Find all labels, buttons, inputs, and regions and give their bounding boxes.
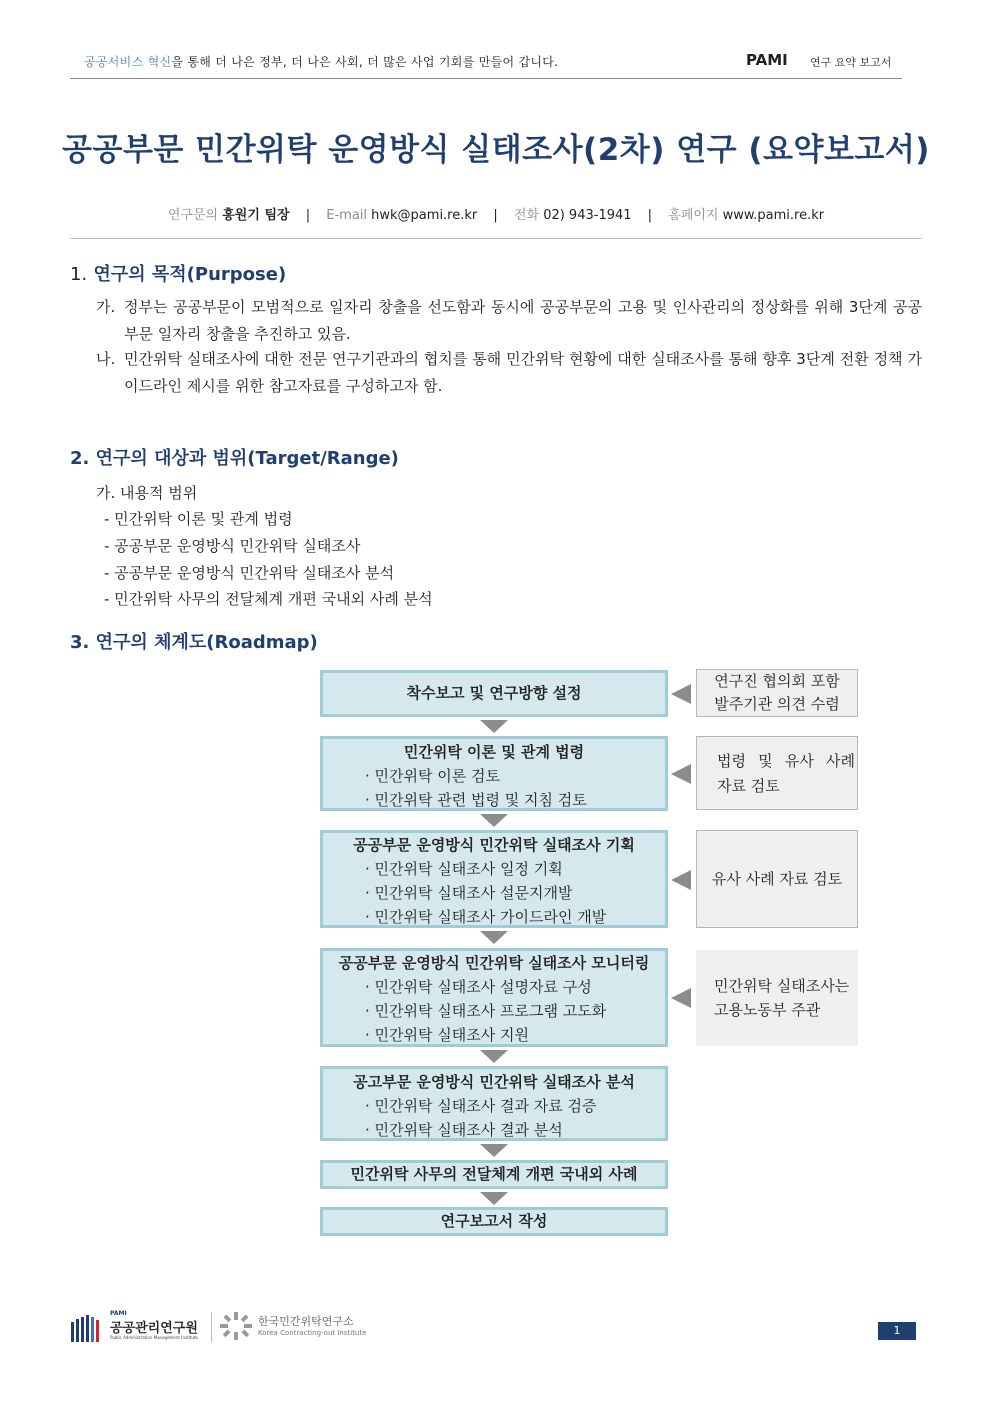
roadmap-step bbox=[320, 1160, 668, 1189]
list-item: - 민간위탁 사무의 전달체계 개편 국내외 사례 분석 bbox=[104, 590, 433, 608]
logo-small-text: PAMI bbox=[110, 1310, 127, 1317]
logo2-name: 한국민간위탁연구소 bbox=[258, 1315, 354, 1328]
step-item: · 민간위탁 실태조사 설문지개발 bbox=[365, 884, 573, 902]
email-label: E-mail bbox=[326, 208, 368, 223]
arrow-down-icon bbox=[480, 1192, 508, 1205]
pami-logo bbox=[70, 1308, 210, 1344]
starburst-icon bbox=[218, 1310, 254, 1342]
arrow-left-icon bbox=[671, 764, 691, 784]
roadmap-step bbox=[320, 830, 668, 928]
inquiry-name: 홍원기 팀장 bbox=[222, 208, 290, 223]
phone-label: 전화 bbox=[513, 208, 540, 223]
page-number: 1 bbox=[878, 1322, 916, 1340]
contact-divider: | bbox=[493, 208, 498, 223]
phone-number: 02) 943-1941 bbox=[543, 208, 632, 223]
inquiry-label: 연구문의 bbox=[167, 208, 219, 223]
homepage-link[interactable]: www.pami.re.kr bbox=[722, 208, 825, 223]
step-item: · 민간위탁 실태조사 설명자료 구성 bbox=[365, 978, 592, 996]
step-title: 민간위탁 이론 및 관계 법령 bbox=[403, 743, 585, 761]
paragraph-mark: 나. bbox=[96, 350, 116, 368]
paragraph-text: 민간위탁 실태조사에 대한 전문 연구기관과의 협치를 통해 민간위탁 현황에 대한 실태조사를 통해 향후 3단계 전환 정책 가이드라인 제시를 위한 참고자료를 구성하고자 함. bbox=[124, 350, 922, 395]
roadmap-step bbox=[320, 1207, 668, 1236]
list-item: - 민간위탁 이론 및 관계 법령 bbox=[104, 510, 293, 528]
arrow-left-icon bbox=[671, 988, 691, 1008]
step-item: · 민간위탁 실태조사 프로그램 고도화 bbox=[365, 1002, 607, 1020]
contact-divider: | bbox=[305, 208, 311, 223]
note-line: 자료 검토 bbox=[717, 777, 780, 795]
roadmap-note bbox=[696, 736, 858, 810]
logo-eng: Public Administration Management Institute bbox=[110, 1335, 198, 1340]
arrow-down-icon bbox=[480, 1144, 508, 1157]
slogan-rest: 을 통해 더 나은 정부, 더 나은 사회, 더 많은 사업 기회를 만들어 갑니다. bbox=[171, 55, 559, 69]
roadmap-note bbox=[696, 950, 858, 1046]
note-line: 고용노동부 주관 bbox=[714, 1001, 821, 1019]
roadmap-note bbox=[696, 669, 858, 717]
brand-name: PAMI bbox=[746, 51, 788, 69]
step-item: · 민간위탁 실태조사 결과 자료 검증 bbox=[365, 1097, 597, 1115]
roadmap-step bbox=[320, 948, 668, 1047]
paragraph-text: 정부는 공공부문이 모범적으로 일자리 창출을 선도함과 동시에 공공부문의 고용 및 인사관리의 정상화를 위해 3단계 공공부문 일자리 창출을 추진하고 있음. bbox=[124, 298, 922, 343]
roadmap-step bbox=[320, 670, 668, 717]
roadmap-step bbox=[320, 736, 668, 811]
step-title: 공공부문 운영방식 민간위탁 실태조사 기획 bbox=[353, 836, 635, 854]
note-line: 발주기관 의견 수렴 bbox=[714, 695, 840, 713]
step-item: · 민간위탁 실태조사 지원 bbox=[365, 1026, 529, 1044]
list-item: - 공공부문 운영방식 민간위탁 실태조사 bbox=[104, 537, 361, 555]
contact-divider: | bbox=[647, 208, 653, 223]
subsection-label: 가. 내용적 범위 bbox=[96, 484, 198, 502]
step-title: 공공부문 운영방식 민간위탁 실태조사 모니터링 bbox=[338, 954, 650, 972]
section-title: 연구의 체계도(Roadmap) bbox=[95, 632, 318, 653]
paragraph-mark: 가. bbox=[96, 298, 116, 316]
slogan-highlight: 공공서비스 혁신 bbox=[84, 55, 172, 69]
kci-logo bbox=[218, 1310, 368, 1344]
step-title: 연구보고서 작성 bbox=[440, 1212, 548, 1230]
section-number: 3. bbox=[70, 632, 90, 653]
list-item: - 공공부문 운영방식 민간위탁 실태조사 분석 bbox=[104, 564, 395, 582]
note-line: 민간위탁 실태조사는 bbox=[714, 977, 850, 995]
section-number: 2. bbox=[70, 448, 90, 469]
report-type: 연구 요약 보고서 bbox=[810, 56, 892, 69]
note-line: 유사 사례 자료 검토 bbox=[711, 870, 843, 888]
arrow-down-icon bbox=[480, 931, 508, 944]
arrow-left-icon bbox=[671, 870, 691, 890]
step-item: · 민간위탁 이론 검토 bbox=[365, 767, 500, 785]
step-title: 착수보고 및 연구방향 설정 bbox=[406, 684, 582, 702]
email-link[interactable]: hwk@pami.re.kr bbox=[371, 208, 478, 223]
arrow-down-icon bbox=[480, 814, 508, 827]
footer-divider bbox=[211, 1312, 212, 1342]
section-number: 1. bbox=[70, 264, 88, 285]
section-title: 연구의 목적(Purpose) bbox=[93, 264, 287, 285]
roadmap-note bbox=[696, 830, 858, 928]
step-item: · 민간위탁 실태조사 일정 기획 bbox=[365, 860, 563, 878]
roadmap-step bbox=[320, 1066, 668, 1141]
step-item: · 민간위탁 실태조사 가이드라인 개발 bbox=[365, 908, 607, 926]
section-title: 연구의 대상과 범위(Target/Range) bbox=[95, 448, 399, 469]
logo2-eng: Korea Contracting-out Institute bbox=[258, 1329, 367, 1337]
arrow-left-icon bbox=[671, 684, 691, 704]
step-title: 민간위탁 사무의 전달체계 개편 국내외 사례 bbox=[350, 1165, 638, 1183]
homepage-label: 홈페이지 bbox=[668, 208, 719, 223]
step-item: · 민간위탁 실태조사 결과 분석 bbox=[365, 1121, 563, 1139]
logo-name: 공공관리연구원 bbox=[110, 1321, 198, 1336]
note-line: 연구진 협의회 포함 bbox=[714, 672, 840, 690]
note-line: 법령 및 유사 사례 bbox=[717, 752, 855, 770]
step-item: · 민간위탁 관련 법령 및 지침 검토 bbox=[365, 791, 587, 809]
arrow-down-icon bbox=[480, 1050, 508, 1063]
document-title: 공공부문 민간위탁 운영방식 실태조사(2차) 연구 (요약보고서) bbox=[62, 132, 930, 168]
arrow-down-icon bbox=[480, 720, 508, 733]
step-title: 공고부문 운영방식 민간위탁 실태조사 분석 bbox=[353, 1073, 635, 1091]
building-icon bbox=[70, 1314, 104, 1342]
